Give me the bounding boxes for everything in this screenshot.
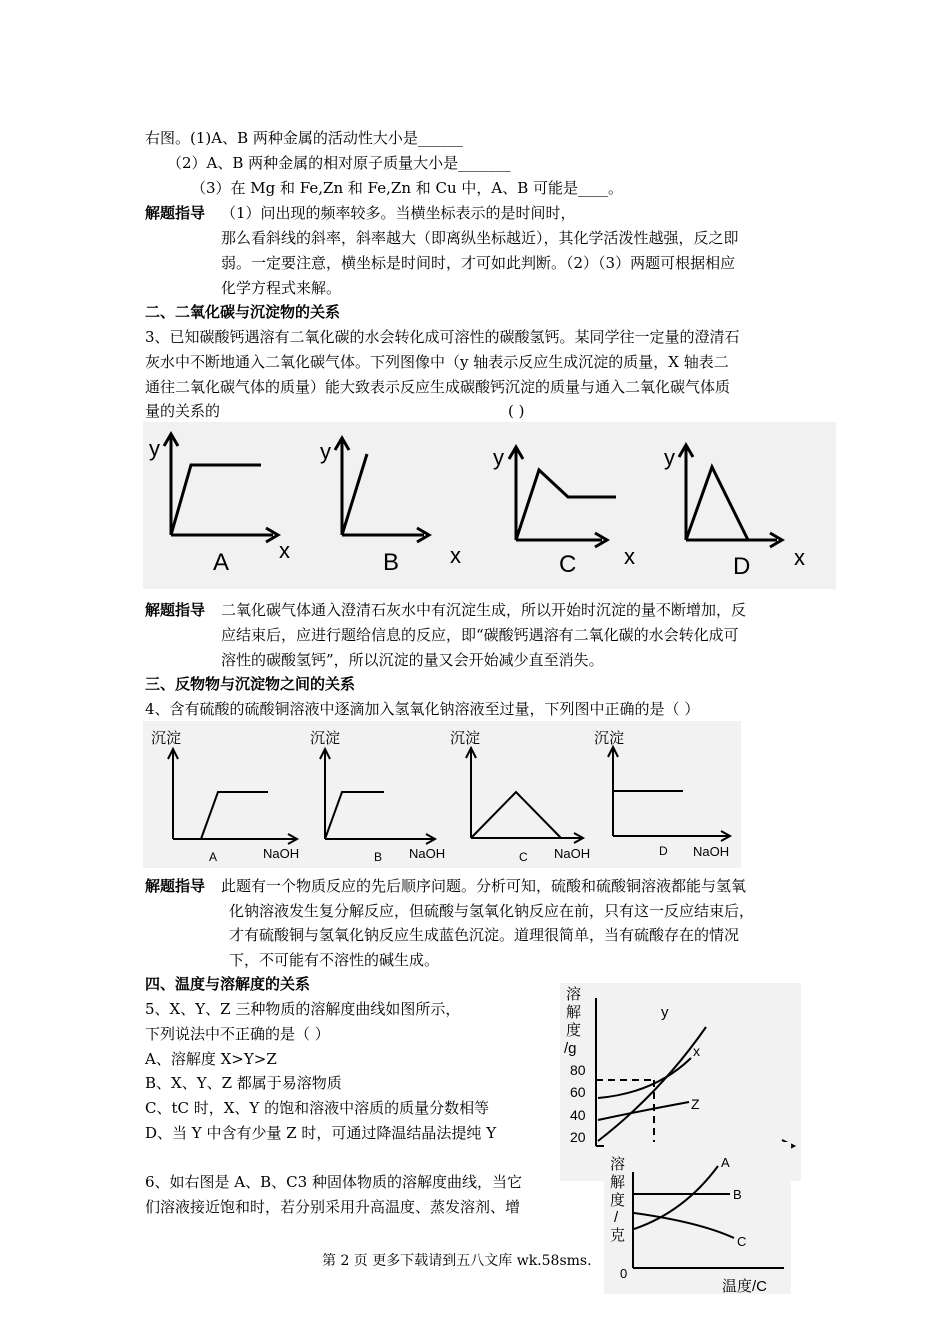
tick-80: 80 (570, 1062, 586, 1078)
question-4: 4、含有硫酸的硫酸铜溶液中逐滴加入氢氧化钠溶液至过量，下列图中正确的是（ ） (145, 700, 700, 718)
section-heading-3: 三、反物物与沉淀物之间的关系 (145, 675, 356, 693)
x-axis-label-d: x (794, 545, 805, 570)
y-axis-label-a: y (149, 436, 160, 461)
y-label-char-3: 度 (566, 1022, 582, 1039)
x-axis-label-4d: NaOH (693, 844, 730, 859)
x-axis-label-4a: NaOH (263, 846, 300, 861)
y-label-char-5: 克 (610, 1227, 626, 1244)
y-label-char-2: 解 (566, 1004, 582, 1021)
x-axis-label-a: x (279, 538, 290, 563)
tick-40: 40 (570, 1107, 586, 1123)
y-axis-label-4b: 沉淀 (310, 730, 341, 747)
series-label-b: B (733, 1187, 742, 1202)
y-label-char-2: 解 (610, 1174, 626, 1191)
guide-3-line-2: 化钠溶液发生复分解反应，但硫酸与氢氧化钠反应在前，只有这一反应结束后， (229, 902, 755, 920)
graph-letter-c: C (559, 551, 577, 578)
y-axis-label-4a: 沉淀 (151, 730, 182, 747)
option-5a: A、溶解度 X>Y>Z (145, 1050, 277, 1068)
option-5c: C、tC 时，X、Y 的饱和溶液中溶质的质量分数相等 (145, 1099, 490, 1117)
guide-3-line-3: 才有硫酸铜与氢氧化钠反应生成蓝色沉淀。道理很简单，当有硫酸存在的情况 (229, 926, 740, 944)
option-5b: B、X、Y、Z 都属于易溶物质 (145, 1074, 342, 1092)
guide-2-line-2: 应结束后，应进行题给信息的反应，即“碳酸钙遇溶有二氧化碳的水会转化成可 (221, 626, 739, 644)
figure-precipitate-graphs (143, 721, 741, 868)
tick-20: 20 (570, 1129, 586, 1145)
graph-letter-4d: D (659, 844, 668, 858)
question-3-line-2: 灰水中不断地通入二氧化碳气体。下列图像中（y 轴表示反应生成沉淀的质量，X 轴表二 (145, 353, 729, 371)
question-3-line-3: 通往二氧化碳气体的质量）能大致表示反应生成碳酸钙沉淀的质量与通入二氧化碳气体质 (145, 378, 731, 396)
guide-2-line-3: 溶性的碳酸氢钙”，所以沉淀的量又会开始减少直至消失。 (221, 651, 604, 669)
y-axis-label-4c: 沉淀 (450, 730, 481, 747)
question-2-part-2: （2）A、B 两种金属的相对原子质量大小是_______ (167, 154, 511, 172)
tick-60: 60 (570, 1084, 586, 1100)
y-label-char-1: 溶 (610, 1156, 626, 1173)
question-2-stem: 右图。(1)A、B 两种金属的活动性大小是______ (145, 129, 463, 147)
guide-label-1: 解题指导 (145, 204, 206, 222)
guide-label-2: 解题指导 (145, 601, 206, 619)
graph-letter-b: B (383, 549, 400, 576)
guide-1-line-3: 弱。一定要注意，横坐标是时间时，才可如此判断。（2）（3）两题可根据相应 (221, 254, 736, 272)
x-axis-label: 温度/C (722, 1278, 768, 1294)
question-2-part-3: （3）在 Mg 和 Fe,Zn 和 Fe,Zn 和 Cu 中，A、B 可能是____。 (191, 179, 624, 197)
question-3-line-4: 量的关系的 (145, 402, 221, 420)
x-axis-label-b: x (450, 543, 461, 568)
guide-1-line-2: 那么看斜线的斜率，斜率越大（即离纵坐标越近），其化学活泼性越强，反之即 (221, 229, 739, 247)
guide-label-3: 解题指导 (145, 877, 206, 895)
guide-1-line-4: 化学方程式来解。 (221, 279, 342, 297)
guide-3-line-4: 下，不可能有不溶性的碱生成。 (229, 951, 440, 969)
x-axis-label-c: x (624, 544, 635, 569)
x-axis-label-4c: NaOH (554, 846, 591, 861)
graph-letter-4a: A (209, 850, 218, 864)
page-footer: 第 2 页 更多下载请到五八文库 wk.58sms. (322, 1253, 592, 1269)
question-6-line-1: 6、如右图是 A、B、C3 种固体物质的溶解度曲线，当它 (145, 1173, 522, 1191)
graph-letter-a: A (213, 549, 230, 576)
series-label-a: A (721, 1155, 730, 1170)
question-3-line-1: 3、已知碳酸钙遇溶有二氧化碳的水会转化成可溶性的碳酸氢钙。某同学往一定量的澄清石 (145, 328, 740, 346)
guide-1-line-1: （1）问出现的频率较多。当横坐标表示的是时间时， (221, 204, 576, 222)
question-5-line-2: 下列说法中不正确的是（ ） (145, 1025, 330, 1043)
y-label-char-1: 溶 (566, 986, 582, 1003)
question-6-line-2: 们溶液接近饱和时，若分别采用升高温度、蒸发溶剂、增 (145, 1198, 521, 1216)
y-label-char-4: / (614, 1209, 619, 1226)
series-label-x: x (693, 1043, 700, 1059)
series-label-y: y (661, 1004, 669, 1021)
option-5d: D、当 Y 中含有少量 Z 时，可通过降温结晶法提纯 Y (145, 1124, 497, 1142)
question-5-line-1: 5、X、Y、Z 三种物质的溶解度曲线如图所示， (145, 1000, 461, 1018)
y-axis-label-b: y (320, 439, 331, 464)
graph-letter-4c: C (519, 850, 528, 864)
y-axis-label-d: y (664, 445, 675, 470)
graph-letter-4b: B (374, 850, 383, 864)
section-heading-4: 四、温度与溶解度的关系 (145, 975, 311, 993)
y-axis-label-c: y (493, 445, 504, 470)
y-label-char-3: 度 (610, 1192, 626, 1209)
guide-2-line-1: 二氧化碳气体通入澄清石灰水中有沉淀生成，所以开始时沉淀的量不断增加，反 (221, 601, 747, 619)
x-axis-label-4b: NaOH (409, 846, 446, 861)
series-label-z: Z (691, 1096, 700, 1112)
guide-3-line-1: 此题有一个物质反应的先后顺序问题。分析可知，硫酸和硫酸铜溶液都能与氢氧 (221, 877, 747, 895)
y-axis-label-4d: 沉淀 (594, 730, 625, 747)
series-label-c: C (737, 1234, 747, 1249)
graph-letter-d: D (733, 553, 751, 580)
y-label-char-4: /g (564, 1040, 577, 1057)
figure-solubility-abc (604, 1142, 791, 1294)
figure-co2-graphs (143, 422, 836, 589)
answer-paren-3: ( ) (508, 402, 525, 420)
section-heading-2: 二、二氧化碳与沉淀物的关系 (145, 303, 341, 321)
origin-label: 0 (620, 1266, 628, 1281)
